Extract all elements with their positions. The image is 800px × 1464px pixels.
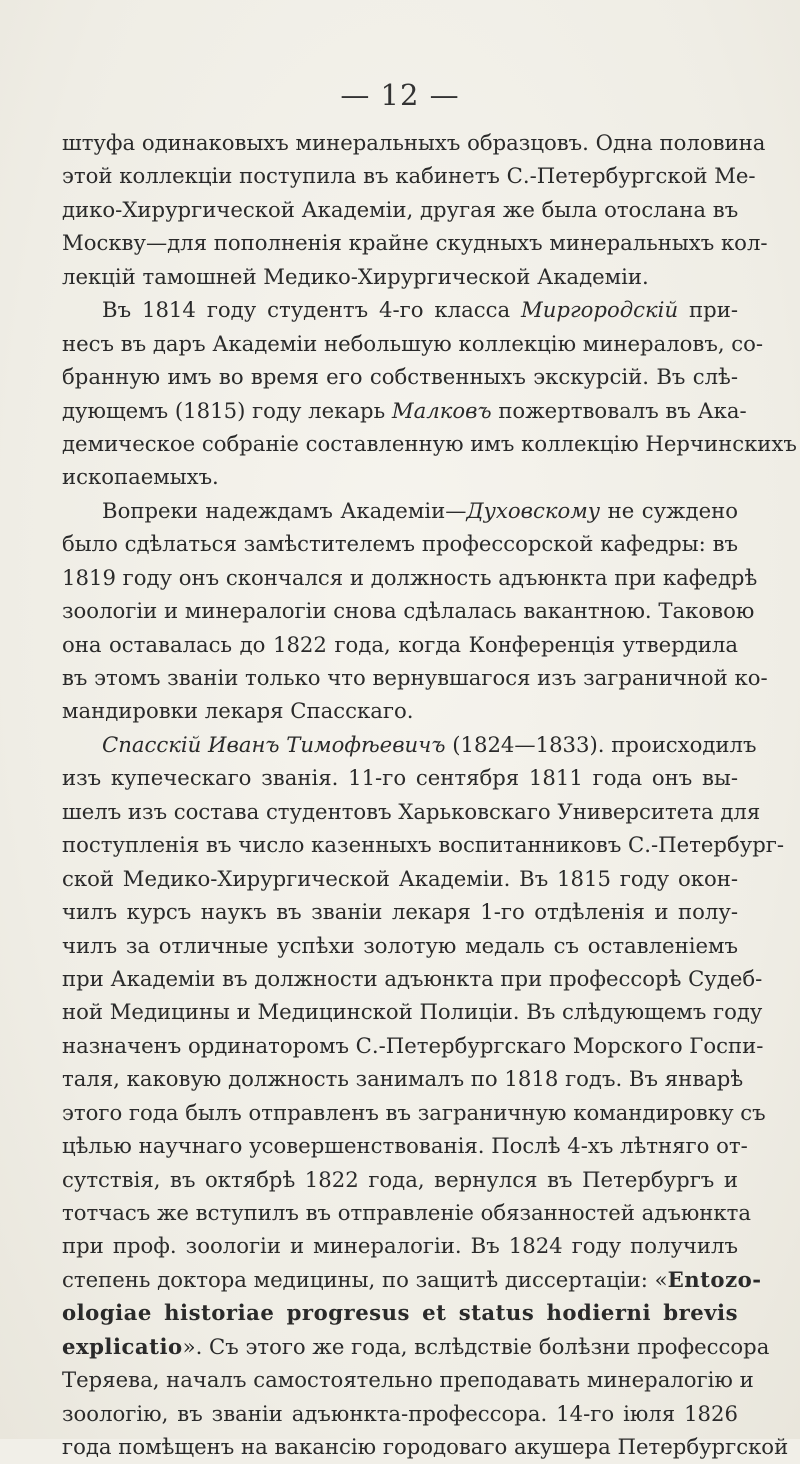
text-run: пожертвовалъ въ Ака- [491, 397, 747, 423]
text-line [62, 1062, 744, 1095]
text-run: (1824—1833). происходилъ [445, 731, 757, 757]
text-line [62, 394, 747, 427]
text-line [62, 561, 758, 594]
text-run: зоологію, въ званіи адъюнкта-профессора. 14-го іюля 1826 [62, 1400, 738, 1426]
text-line [62, 962, 763, 995]
text-run: Въ 1814 году студентъ 4-го класса [102, 297, 522, 323]
italic-name: Миргородскій [521, 297, 679, 323]
text-run: ской Медико-Хирургической Академіи. Въ 1815 году окон- [62, 865, 738, 891]
text-run: степень доктора медицины, по защитѣ диссертаціи: « [62, 1266, 668, 1292]
text-run: несъ въ даръ Академіи небольшую коллекцію минераловъ, со- [62, 330, 764, 356]
italic-name: Малковъ [391, 397, 492, 423]
text-run: назначенъ ординаторомъ С.-Петербургскаго Морского Госпи- [62, 1032, 764, 1058]
text-line [62, 1397, 738, 1430]
text-line [62, 694, 738, 727]
text-run: изъ купеческаго званія. 11-го сентября 1811 года онъ вы- [62, 765, 738, 791]
text-line [62, 594, 755, 627]
text-line [62, 1196, 751, 1229]
text-run: было сдѣлаться замѣстителемъ профессорской кафедры: въ [62, 531, 738, 557]
text-line [62, 159, 756, 192]
text-run: въ этомъ званіи только что вернувшагося изъ заграничной ко- [62, 665, 768, 690]
text-run: тотчасъ же вступилъ въ отправленіе обязанностей адъюнкта [62, 1200, 751, 1225]
text-line [62, 1163, 738, 1196]
text-run: при проф. зоологіи и минералогіи. Въ 1824 году получилъ [62, 1233, 738, 1259]
text-line [62, 1096, 766, 1129]
text-run: бранную имъ во время его собственныхъ экскурсій. Въ слѣ- [62, 364, 738, 390]
text-run: зоологіи и минералогіи снова сдѣлалась вакантною. Таковою [62, 598, 755, 624]
text-run: дующемъ (1815) году лекарь [62, 397, 392, 423]
text-line [62, 1330, 770, 1363]
text-run: при- [678, 297, 738, 323]
text-line [62, 260, 738, 293]
text-run: дико-Хирургической Академіи, другая же была отослана въ [62, 196, 739, 222]
text-line [62, 1029, 764, 1062]
text-line [62, 193, 738, 226]
text-run: лекцій тамошней Медико-Хирургической Академіи. [62, 263, 649, 289]
text-run: года помѣщенъ на вакансію городоваго акушера Петербургской [62, 1434, 789, 1460]
text-line [62, 226, 768, 259]
latin-title: ologiae historiae progresus et status hodierni brevis [62, 1300, 738, 1326]
latin-title: Entozo- [667, 1266, 762, 1292]
page-number: — 12 — [340, 78, 460, 112]
text-line [62, 1296, 738, 1329]
text-line [62, 661, 768, 694]
text-run: этого года былъ отправленъ въ заграничную командировку съ [62, 1099, 766, 1125]
text-line [62, 126, 766, 159]
text-run: чилъ курсъ наукъ въ званіи лекаря 1-го отдѣленія и полу- [62, 899, 738, 925]
text-run: штуфа одинаковыхъ минеральныхъ образцовъ. Одна половина [62, 130, 766, 155]
text-line [62, 862, 738, 895]
text-run: таля, каковую должность занималъ по 1818 годъ. Въ январѣ [62, 1066, 744, 1092]
text-line [62, 1129, 748, 1162]
text-line [62, 761, 738, 794]
text-line [62, 427, 797, 460]
text-run: ископаемыхъ. [62, 464, 219, 490]
latin-title: explicatio [62, 1333, 183, 1359]
text-run: цѣлью научнаго усовершенствованія. Послѣ 4-хъ лѣтняго от- [62, 1133, 748, 1159]
text-line [62, 929, 738, 962]
text-line [62, 1363, 754, 1396]
text-run: поступленія въ число казенныхъ воспитанниковъ С.-Петербург- [62, 832, 785, 858]
text-run: ной Медицины и Медицинской Полиціи. Въ слѣдующемъ году [62, 999, 763, 1025]
text-line [62, 795, 761, 828]
text-line [62, 1263, 762, 1296]
body-text [62, 126, 797, 1464]
text-run: мандировки лекаря Спасскаго. [62, 698, 414, 724]
text-line [62, 1229, 738, 1262]
text-line [62, 494, 738, 527]
text-line [62, 360, 738, 393]
text-run: демическое собраніе составленную имъ коллекцію Нерчинскихъ [62, 430, 797, 456]
text-line [62, 828, 785, 861]
text-line [62, 327, 764, 360]
text-run: чилъ за отличные успѣхи золотую медаль съ оставленіемъ [62, 932, 738, 958]
text-line [62, 728, 757, 761]
italic-name: Спасскій Иванъ Тимофѣевичъ [102, 731, 446, 757]
text-run: сутствія, въ октябрѣ 1822 года, вернулся въ Петербургъ и [62, 1166, 738, 1192]
text-line [62, 995, 763, 1028]
text-line [62, 293, 738, 326]
text-line [62, 895, 738, 928]
text-run: этой коллекціи поступила въ кабинетъ С.-Петербургской Ме- [62, 163, 756, 189]
text-run: 1819 году онъ скончался и должность адъюнкта при кафедрѣ [62, 564, 758, 590]
text-run: не суждено [600, 497, 738, 523]
text-run: Москву—для пополненія крайне скудныхъ минеральныхъ кол- [62, 230, 768, 256]
text-run: Теряева, началъ самостоятельно преподавать минералогію и [62, 1367, 754, 1393]
text-line [62, 628, 738, 661]
text-line [62, 1430, 789, 1463]
text-run: шелъ изъ состава студентовъ Харьковскаго Университета для [62, 798, 761, 824]
text-run: ». Съ этого же года, вслѣдствіе болѣзни профессора [182, 1333, 770, 1359]
italic-name: Духовскому [466, 497, 601, 523]
text-run: Вопреки надеждамъ Академіи— [102, 497, 467, 523]
text-run: она оставалась до 1822 года, когда Конференція утвердила [62, 631, 738, 657]
text-line [62, 527, 738, 560]
text-run: при Академіи въ должности адъюнкта при профессорѣ Судеб- [62, 965, 763, 991]
text-line [62, 460, 738, 493]
